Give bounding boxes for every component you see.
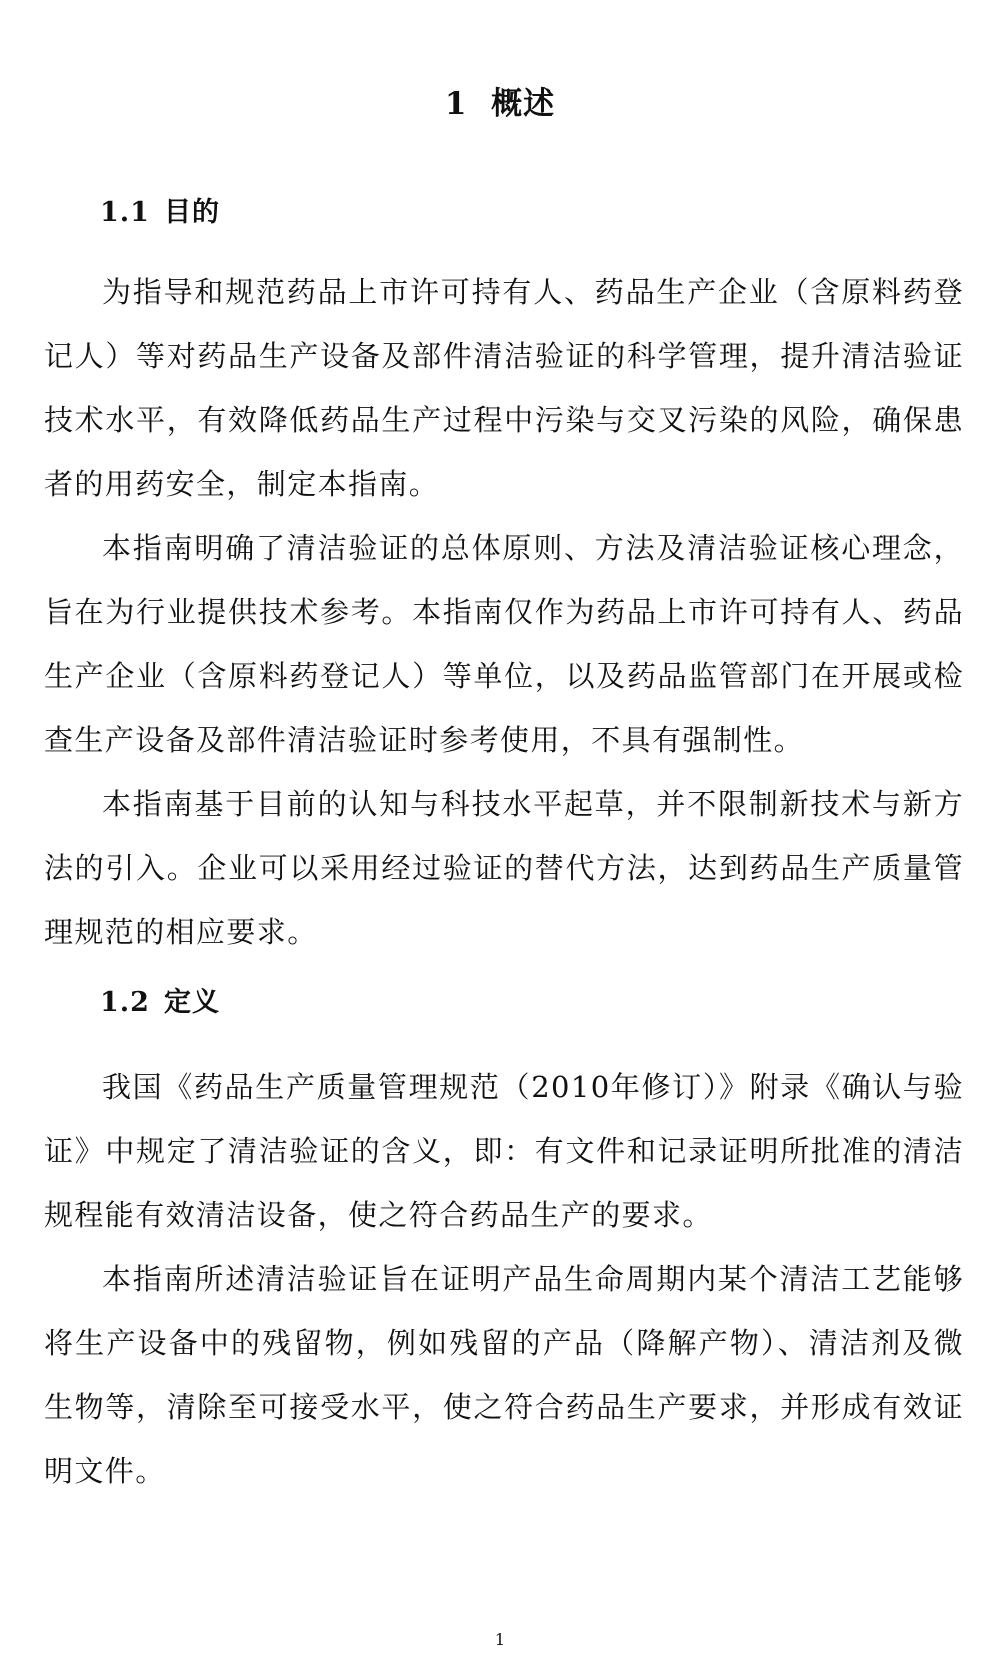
section-number: 1.2 — [100, 987, 150, 1018]
paragraph-definition-2: 本指南所述清洁验证旨在证明产品生命周期内某个清洁工艺能够将生产设备中的残留物，例如残留的产品（降解产物）、清洁剂及微生物等，清除至可接受水平，使之符合药品生产要求，并形成有效证明文件。 — [44, 1262, 964, 1488]
chapter-title-text: 概述 — [491, 86, 556, 122]
section-heading-purpose — [100, 190, 220, 229]
section-title: 目的 — [163, 197, 220, 228]
chapter-title — [0, 78, 1000, 123]
section-heading-definition — [100, 980, 220, 1019]
paragraph-purpose-3: 本指南基于目前的认知与科技水平起草，并不限制新技术与新方法的引入。企业可以采用经过验证的替代方法，达到药品生产质量管理规范的相应要求。 — [44, 787, 964, 949]
paragraph-definition-1: 我国《药品生产质量管理规范（2010年修订）》附录《确认与验证》中规定了清洁验证的含义，即：有文件和记录证明所批准的清洁规程能有效清洁设备，使之符合药品生产的要求。 — [44, 1070, 964, 1232]
page-number: 1 — [494, 1630, 506, 1649]
section-title: 定义 — [163, 987, 220, 1018]
paragraph-purpose-2: 本指南明确了清洁验证的总体原则、方法及清洁验证核心理念，旨在为行业提供技术参考。本指南仅作为药品上市许可持有人、药品生产企业（含原料药登记人）等单位，以及药品监管部门在开展或检查生产设备及部件清洁验证时参考使用，不具有强制性。 — [44, 531, 964, 757]
paragraph-purpose-1: 为指导和规范药品上市许可持有人、药品生产企业（含原料药登记人）等对药品生产设备及部件清洁验证的科学管理，提升清洁验证技术水平，有效降低药品生产过程中污染与交叉污染的风险，确保患者的用药安全，制定本指南。 — [44, 275, 964, 501]
section-number: 1.1 — [100, 197, 150, 228]
chapter-number: 1 — [444, 86, 468, 122]
